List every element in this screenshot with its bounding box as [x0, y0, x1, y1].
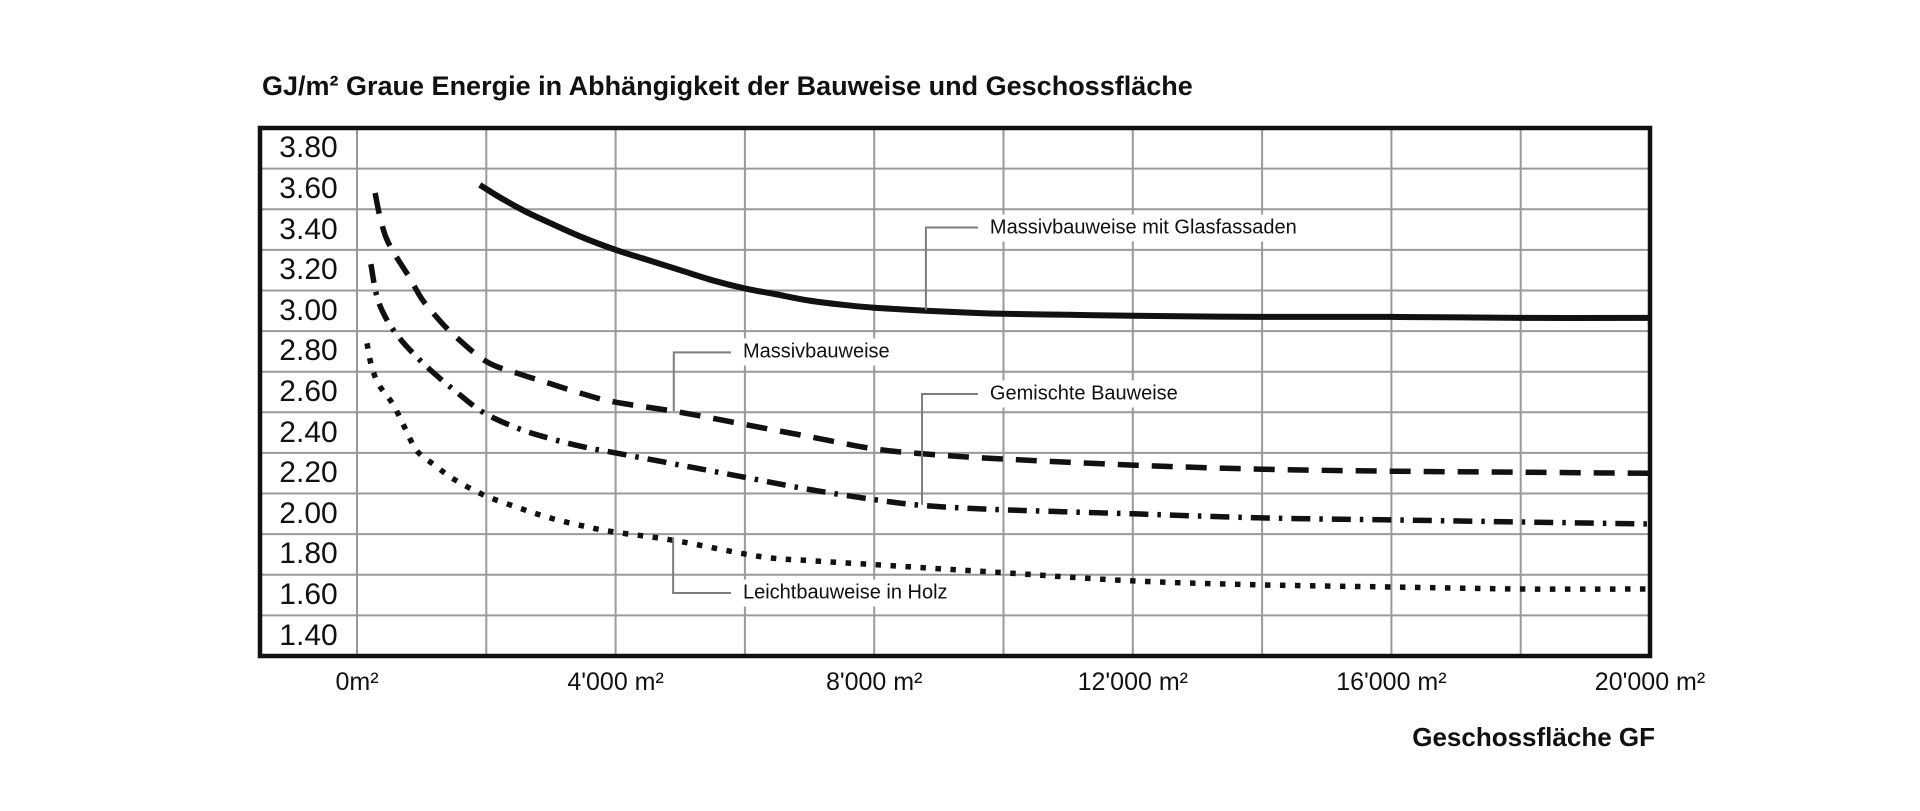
chart-title: GJ/m² Graue Energie in Abhängigkeit der Bauweise und Geschossfläche [262, 71, 1193, 101]
x-axis-label: 16'000 m² [1336, 668, 1447, 696]
y-axis-label: 3.60 [279, 171, 338, 205]
leader-line-gemischte-bauweise [922, 394, 978, 505]
leader-line-massivbauweise [674, 352, 731, 411]
y-axis-label: 2.20 [279, 456, 338, 490]
y-axis-label: 3.40 [279, 212, 338, 246]
x-axis-label: 0m² [335, 668, 379, 696]
y-axis-label: 2.80 [279, 334, 338, 368]
x-axis-label: 4'000 m² [567, 668, 664, 696]
y-axis-label: 2.40 [279, 415, 338, 449]
y-axis-label: 1.60 [279, 578, 338, 612]
y-axis-label: 2.60 [279, 375, 338, 408]
x-axis-label: 12'000 m² [1077, 668, 1188, 696]
y-axis-label: 3.20 [279, 253, 338, 287]
annotation-massivbauweise: Massivbauweise [737, 339, 896, 366]
leader-line-massivbauweise-glasfassaden [926, 228, 978, 310]
annotation-gemischte-bauweise: Gemischte Bauweise [984, 381, 1184, 408]
curve-massivbauweise-glasfassaden [480, 185, 1650, 318]
annotation-massivbauweise-glasfassaden: Massivbauweise mit Glasfassaden [984, 214, 1303, 241]
annotation-leichtbauweise-holz: Leichtbauweise in Holz [737, 580, 954, 607]
plot-border [260, 128, 1650, 656]
x-axis-label: 20'000 m² [1594, 668, 1706, 696]
y-axis-label: 3.80 [279, 131, 338, 165]
y-axis-label: 3.00 [279, 293, 338, 327]
y-axis-label: 2.00 [279, 496, 338, 530]
x-axis-title: Geschossfläche GF [1412, 722, 1655, 752]
y-axis-label: 1.80 [279, 537, 338, 571]
y-axis-label: 1.40 [279, 618, 338, 652]
x-axis-label: 8'000 m² [825, 668, 923, 696]
